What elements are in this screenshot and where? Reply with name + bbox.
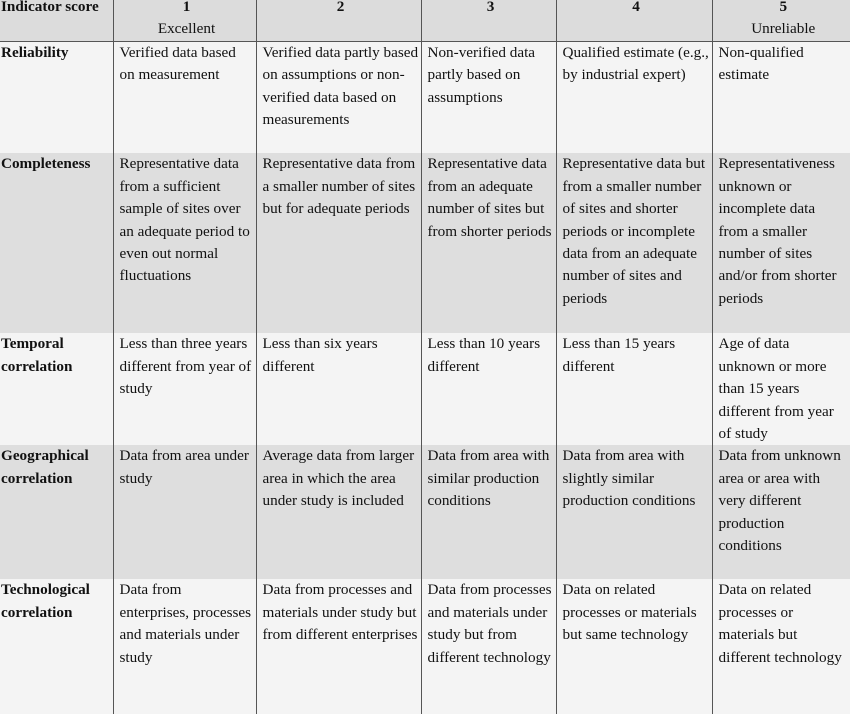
table-cell: Representative data from a smaller number of sites but for adequate periods [256, 153, 421, 333]
table-cell: Data from processes and materials under study but from different enterprises [256, 579, 421, 714]
header-score-1 [113, 0, 256, 41]
indicator-label: Reliability [0, 41, 113, 153]
row-completeness [0, 153, 850, 333]
table-cell: Average data from larger area in which the area under study is included [256, 445, 421, 579]
indicator-label: Temporal correlation [0, 333, 113, 445]
table-cell: Representative data from an adequate number of sites but from shorter periods [421, 153, 556, 333]
header-score-4 [556, 0, 712, 41]
header-score-3 [421, 0, 556, 41]
row-temporal-correlation [0, 333, 850, 445]
table-cell: Age of data unknown or more than 15 years different from year of study [712, 333, 850, 445]
table-cell: Representativeness unknown or incomplete data from a smaller number of sites and/or from shorter periods [712, 153, 850, 333]
table-cell: Data from unknown area or area with very different production conditions [712, 445, 850, 579]
table-cell: Data on related processes or materials but different technology [712, 579, 850, 714]
table-cell: Data on related processes or materials but same technology [556, 579, 712, 714]
table-cell: Qualified estimate (e.g., by industrial expert) [556, 41, 712, 153]
header-indicator-score: Indicator score [0, 0, 113, 41]
header-row [0, 0, 850, 41]
table-cell: Data from area with similar production conditions [421, 445, 556, 579]
indicator-label: Technological correlation [0, 579, 113, 714]
score-number: 2 [336, 0, 345, 15]
score-number: 3 [486, 0, 495, 15]
score-number: 4 [632, 0, 640, 15]
table-cell: Non-qualified estimate [712, 41, 850, 153]
score-label: Excellent [157, 20, 216, 38]
table-cell: Less than three years different from year of study [113, 333, 256, 445]
table-cell: Representative data from a sufficient sample of sites over an adequate period to even out normal fluctuations [113, 153, 256, 333]
table-cell: Data from processes and materials under study but from different technology [421, 579, 556, 714]
score-number: 5 [779, 0, 788, 15]
indicator-label: Completeness [0, 153, 113, 333]
header-score-2 [256, 0, 421, 41]
score-label: Unreliable [751, 20, 816, 38]
indicator-label: Geographical correlation [0, 445, 113, 579]
row-reliability [0, 41, 850, 153]
table-cell: Verified data partly based on assumptions or non-verified data based on measurements [256, 41, 421, 153]
header-score-5 [712, 0, 850, 41]
table-cell: Non-verified data partly based on assumptions [421, 41, 556, 153]
table-cell: Representative data but from a smaller number of sites and shorter periods or incomplete data from an adequate number of sites and periods [556, 153, 712, 333]
table-cell: Less than 15 years different [556, 333, 712, 445]
score-number: 1 [182, 0, 191, 15]
row-geographical-correlation [0, 445, 850, 579]
table-cell: Less than six years different [256, 333, 421, 445]
row-technological-correlation [0, 579, 850, 714]
table-cell: Less than 10 years different [421, 333, 556, 445]
table-cell: Verified data based on measurement [113, 41, 256, 153]
table-cell: Data from enterprises, processes and materials under study [113, 579, 256, 714]
table-cell: Data from area with slightly similar production conditions [556, 445, 712, 579]
table-cell: Data from area under study [113, 445, 256, 579]
